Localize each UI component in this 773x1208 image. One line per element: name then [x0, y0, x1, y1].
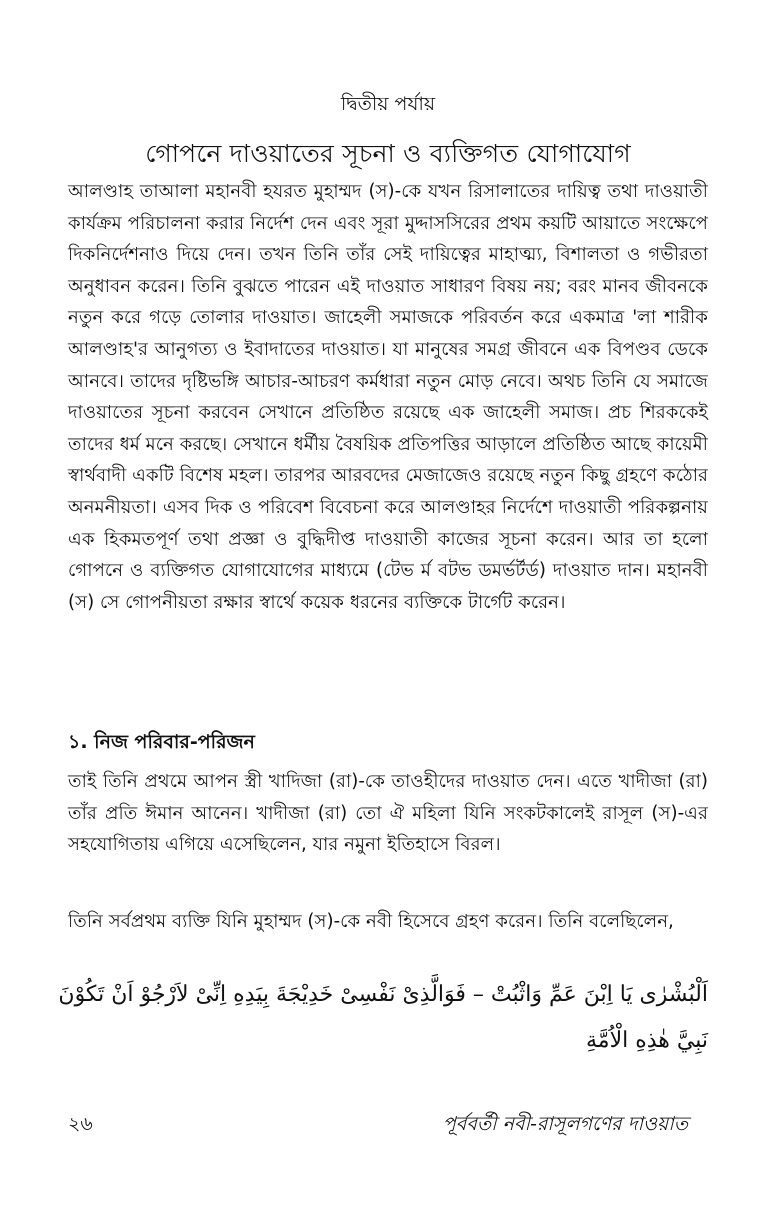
first-believer-paragraph: তিনি সর্বপ্রথম ব্যক্তি যিনি মুহাম্মদ (স)-কে নবী হিসেবে গ্রহণ করেন। তিনি বলেছিলেন,: [68, 911, 674, 932]
arabic-quote: [58, 972, 708, 1064]
chapter-title: গোপনে দাওয়াতের সূচনা ও ব্যক্তিগত যোগাযোগ: [145, 139, 631, 168]
book-page: [58, 0, 708, 1208]
section-heading: ১. নিজ পরিবার-পরিজন: [68, 731, 255, 753]
running-book-title: পূর্ববর্তী নবী-রাসূলগণের দাওয়াত: [442, 1113, 688, 1135]
part-label: দ্বিতীয় পর্যায়: [340, 93, 436, 115]
family-paragraph: তাই তিনি প্রথমে আপন স্ত্রী খাদিজা (রা)-কে তাওহীদের দাওয়াত দেন। এতে খাদীজা (রা) তাঁর প্রতি ঈমান আনেন। খাদীজা (রা) তো ঐ মহিলা যিনি সংকটকালেই রাসূল (স)-এর সহযোগিতায় এগিয়ে এসেছিলেন, যার নমুনা ইতিহাসে বিরল।: [68, 771, 708, 856]
page-number: ২৬: [68, 1113, 93, 1135]
intro-paragraph: আলণ্ডাহ তাআলা মহানবী হযরত মুহাম্মদ (স)-কে যখন রিসালাতের দায়িত্ব তথা দাওয়াতী কার্যক্রম পরিচালনা করার নির্দেশ দেন এবং সূরা মুদ্দাসসিরের প্রথম কয়টি আয়াতে সংক্ষেপে দিকনির্দেশনাও দিয়ে দেন। তখন তিনি তাঁর সেই দায়িত্বের মাহাত্ম্য, বিশালতা ও গভীরতা অনুধাবন করেন। তিনি বুঝতে পারেন এই দাওয়াত সাধারণ বিষয় নয়; বরং মানব জীবনকে নতুন করে গড়ে তোলার দাওয়াত। জাহেলী সমাজকে পরিবর্তন করে একমাত্র 'লা শারীক আলণ্ডাহ'র আনুগত্য ও ইবাদাতের দাওয়াত। যা মানুষের সমগ্র জীবনে এক বিপণ্ডব ডেকে আনবে। তাদের দৃষ্টিভঙ্গি আচার-আচরণ কর্মধারা নতুন মোড় নেবে। অথচ তিনি যে সমাজে দাওয়াতের সূচনা করবেন সেখানে প্রতিষ্ঠিত রয়েছে এক জাহেলী সমাজ। প্রচ শিরককেই তাদের ধর্ম মনে করছে। সেখানে ধর্মীয় বৈষয়িক প্রতিপত্তির আড়ালে প্রতিষ্ঠিত আছে কায়েমী স্বার্থবাদী একটি বিশেষ মহল। তারপর আরবদের মেজাজেও রয়েছে নতুন কিছু গ্রহণে কঠোর অনমনীয়তা। এসব দিক ও পরিবেশ বিবেচনা করে আলণ্ডাহর নির্দেশে দাওয়াতী পরিকল্পনায় এক হিকমতপূর্ণ তথা প্রজ্ঞা ও বুদ্ধিদীপ্ত দাওয়াতী কাজের সূচনা করেন। আর তা হলো গোপনে ও ব্যক্তিগত যোগাযোগের মাধ্যমে (টেভ র্ম বটভ ডমর্ভর্টর্ড) দাওয়াত দান। মহানবী (স) সে গোপনীয়তা রক্ষার স্বার্থে কয়েক ধরনের ব্যক্তিকে টার্গেট করেন।: [68, 181, 708, 613]
arabic-quote-line-1: اَلْبُشْرٰى يَا اِبْنَ عَمِّ وَاثْبُتْ – فَوَالَّذِىْ نَفْسِىْ خَدِيْجَةَ بِيَدِهِ اِنِّىْ لاَرْجُوْ اَنْ تَكُوْنَ: [58, 982, 708, 1007]
arabic-quote-line-2: نَبِيَّ هٰذِهِ الْاُمَّةِ: [586, 1028, 708, 1053]
